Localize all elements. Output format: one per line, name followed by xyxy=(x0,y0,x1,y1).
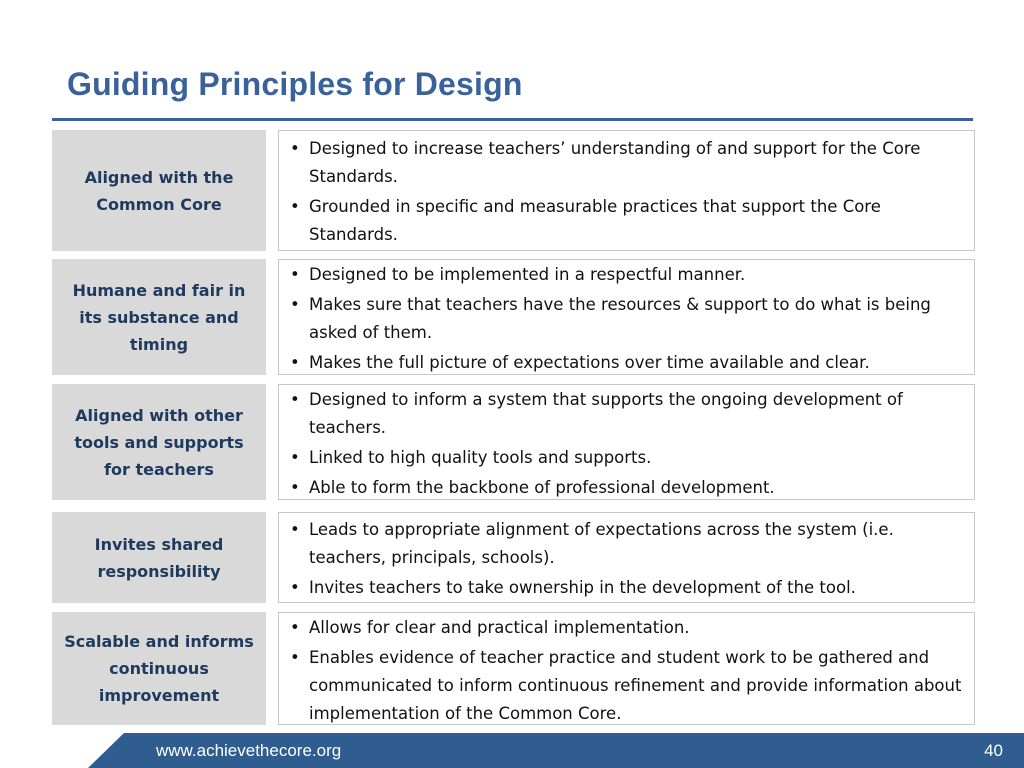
principle-bullets-box xyxy=(278,259,975,375)
principle-row-shared-responsibility xyxy=(52,512,975,603)
bullet-list xyxy=(287,386,970,502)
footer-url: www.achievethecore.org xyxy=(156,741,342,760)
principle-label-box xyxy=(52,259,266,375)
bullet-text: Able to form the backbone of professional development. xyxy=(309,478,775,497)
principle-label-box xyxy=(52,130,266,251)
bullet-item xyxy=(287,386,970,442)
bullet-text: Designed to inform a system that supports the ongoing development of teachers. xyxy=(309,390,903,437)
bullet-text: Designed to be implemented in a respectful manner. xyxy=(309,265,746,284)
principle-label: Aligned with the Common Core xyxy=(84,167,234,214)
bullet-item xyxy=(287,261,970,289)
bullet-text: Invites teachers to take ownership in the development of the tool. xyxy=(309,578,856,597)
bullet-dot: • xyxy=(290,648,300,667)
principle-row-aligned-tools xyxy=(52,384,975,500)
bullet-list xyxy=(287,516,970,602)
bullet-list xyxy=(287,614,970,728)
principle-label: Scalable and informs continuous improvement xyxy=(64,632,254,705)
principle-label: Aligned with other tools and supports for teachers xyxy=(74,405,244,479)
principle-bullets-box xyxy=(278,512,975,603)
bullet-text: Makes the full picture of expectations over time available and clear. xyxy=(309,353,870,372)
bullet-text: Leads to appropriate alignment of expectations across the system (i.e. teachers, principals, schools). xyxy=(309,520,894,567)
slide-title: Guiding Principles for Design xyxy=(67,66,523,102)
bullet-dot: • xyxy=(290,295,300,314)
title-divider xyxy=(52,118,973,121)
principle-bullets-box xyxy=(278,384,975,500)
bullet-text: Linked to high quality tools and supports. xyxy=(309,448,652,467)
bullet-text: Makes sure that teachers have the resources & support to do what is being asked of them. xyxy=(309,295,931,342)
bullet-dot: • xyxy=(290,390,300,409)
bullet-dot: • xyxy=(290,353,300,372)
principle-label-box xyxy=(52,384,266,500)
bullet-dot: • xyxy=(290,578,300,597)
bullet-item xyxy=(287,349,970,377)
bullet-text: Designed to increase teachers’ understanding of and support for the Core Standards. xyxy=(309,139,921,186)
principle-row-humane-fair xyxy=(52,259,975,375)
principle-label-box xyxy=(52,512,266,603)
bullet-dot: • xyxy=(290,197,300,216)
bullet-dot: • xyxy=(290,265,300,284)
principle-bullets-box xyxy=(278,130,975,251)
bullet-item xyxy=(287,291,970,347)
bullet-item xyxy=(287,444,970,472)
bullet-item xyxy=(287,474,970,502)
bullet-dot: • xyxy=(290,618,300,637)
bullet-item xyxy=(287,574,970,602)
bullet-text: Allows for clear and practical implementation. xyxy=(309,618,690,637)
bullet-text: Grounded in specific and measurable practices that support the Core Standards. xyxy=(309,197,881,244)
principle-label-box xyxy=(52,612,266,725)
bullet-dot: • xyxy=(290,520,300,539)
principle-row-aligned-common-core xyxy=(52,130,975,251)
bullet-dot: • xyxy=(290,478,300,497)
bullet-item xyxy=(287,614,970,642)
bullet-item xyxy=(287,193,970,249)
footer-slant-edge xyxy=(88,733,124,768)
bullet-text: Enables evidence of teacher practice and student work to be gathered and communicated to inform continuous refinement and provide information about implementation of the Common Core. xyxy=(309,648,962,723)
bullet-item xyxy=(287,135,970,191)
bullet-dot: • xyxy=(290,139,300,158)
principle-label: Invites shared responsibility xyxy=(94,534,224,581)
principle-label: Humane and fair in its substance and timing xyxy=(72,280,246,354)
bullet-item xyxy=(287,516,970,572)
bullet-item xyxy=(287,644,970,728)
page-number: 40 xyxy=(984,741,1003,760)
bullet-dot: • xyxy=(290,448,300,467)
bullet-list xyxy=(287,135,970,249)
principle-row-scalable xyxy=(52,612,975,725)
principle-bullets-box xyxy=(278,612,975,725)
bullet-list xyxy=(287,261,970,377)
